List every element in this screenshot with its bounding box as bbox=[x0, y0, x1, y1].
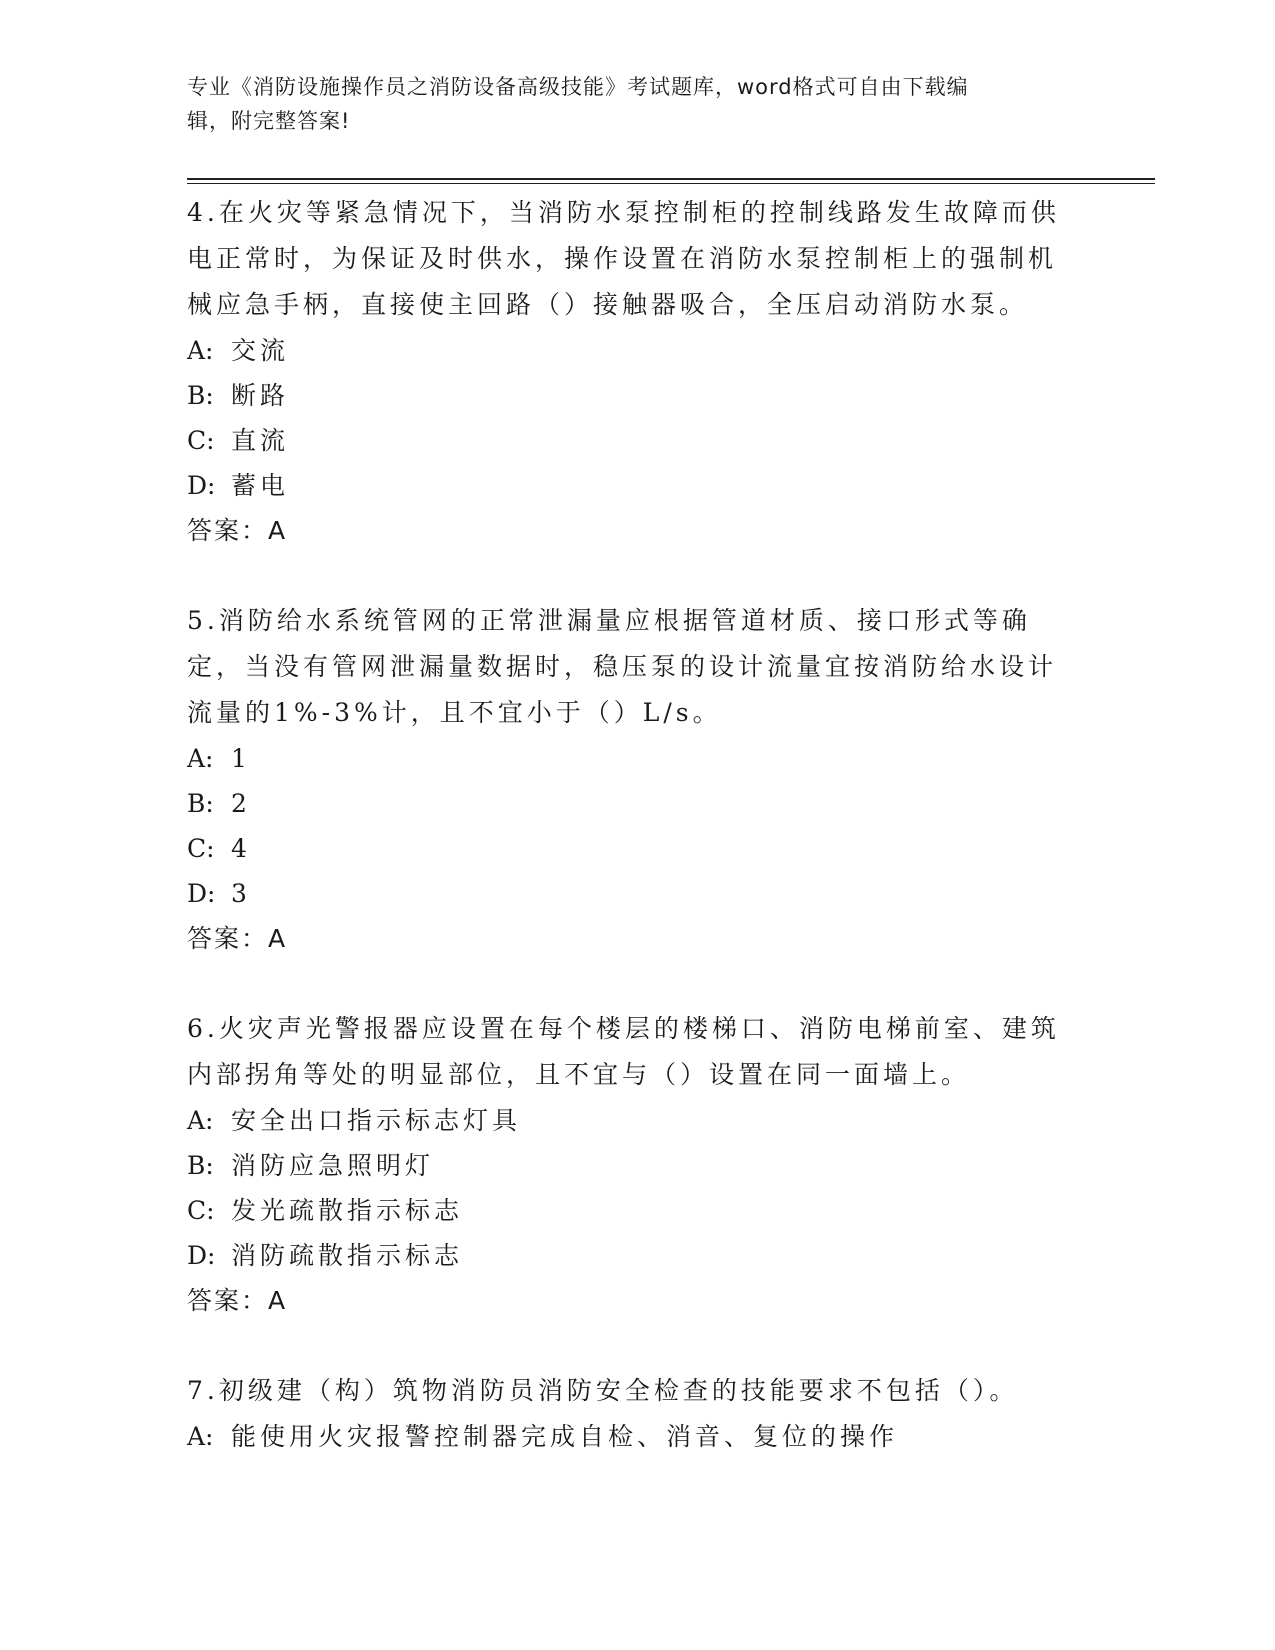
header-line-2: 辑，附完整答案! bbox=[187, 109, 351, 133]
question-7 bbox=[187, 1368, 1067, 1459]
answer-text: 答案：A bbox=[187, 1286, 288, 1315]
option-label: D: bbox=[187, 1241, 216, 1270]
option-a bbox=[187, 328, 1067, 373]
header-line-1: 专业《消防设施操作员之消防设备高级技能》考试题库，word格式可自由下载编 bbox=[187, 75, 969, 99]
document-header bbox=[187, 70, 1067, 138]
option-b bbox=[187, 781, 1067, 826]
answer-text: 答案：A bbox=[187, 516, 288, 545]
option-label: A: bbox=[187, 1422, 214, 1451]
answer-text: 答案：A bbox=[187, 924, 288, 953]
option-text: 1 bbox=[231, 744, 251, 773]
question-4 bbox=[187, 190, 1067, 554]
option-a bbox=[187, 1098, 1067, 1143]
option-label: C: bbox=[187, 834, 215, 863]
option-label: A: bbox=[187, 336, 214, 365]
option-text: 消防应急照明灯 bbox=[231, 1151, 435, 1180]
question-list bbox=[187, 190, 1067, 1503]
option-label: A: bbox=[187, 1106, 214, 1135]
option-text: 发光疏散指示标志 bbox=[231, 1196, 464, 1225]
option-label: B: bbox=[187, 1151, 214, 1180]
question-6 bbox=[187, 1006, 1067, 1324]
option-text: 断路 bbox=[231, 381, 290, 410]
question-text: 6.火灾声光警报器应设置在每个楼层的楼梯口、消防电梯前室、建筑内部拐角等处的明显部位，且不宜与（）设置在同一面墙上。 bbox=[187, 1014, 1060, 1089]
option-text: 3 bbox=[231, 879, 251, 908]
option-c bbox=[187, 1188, 1067, 1233]
option-text: 安全出口指示标志灯具 bbox=[231, 1106, 522, 1135]
option-label: D: bbox=[187, 879, 216, 908]
option-d bbox=[187, 1233, 1067, 1278]
option-text: 蓄电 bbox=[231, 471, 290, 500]
option-text: 交流 bbox=[231, 336, 290, 365]
header-divider bbox=[187, 178, 1155, 180]
question-text: 7.初级建（构）筑物消防员消防安全检查的技能要求不包括（）。 bbox=[187, 1376, 1019, 1405]
option-text: 直流 bbox=[231, 426, 290, 455]
option-text: 2 bbox=[231, 789, 251, 818]
option-a bbox=[187, 736, 1067, 781]
option-text: 能使用火灾报警控制器完成自检、消音、复位的操作 bbox=[231, 1422, 899, 1451]
option-label: B: bbox=[187, 789, 214, 818]
option-b bbox=[187, 373, 1067, 418]
question-text: 4.在火灾等紧急情况下，当消防水泵控制柜的控制线路发生故障而供电正常时，为保证及时供水，操作设置在消防水泵控制柜上的强制机械应急手柄，直接使主回路（）接触器吸合，全压启动消防水泵。 bbox=[187, 198, 1060, 319]
option-d bbox=[187, 871, 1067, 916]
question-5 bbox=[187, 598, 1067, 962]
option-label: B: bbox=[187, 381, 214, 410]
option-c bbox=[187, 826, 1067, 871]
option-text: 4 bbox=[231, 834, 251, 863]
option-b bbox=[187, 1143, 1067, 1188]
option-c bbox=[187, 418, 1067, 463]
question-text: 5.消防给水系统管网的正常泄漏量应根据管道材质、接口形式等确定，当没有管网泄漏量数据时，稳压泵的设计流量宜按消防给水设计流量的1%-3%计，且不宜小于（）L/s。 bbox=[187, 606, 1058, 727]
option-d bbox=[187, 463, 1067, 508]
option-label: C: bbox=[187, 426, 215, 455]
option-label: D: bbox=[187, 471, 216, 500]
option-label: C: bbox=[187, 1196, 215, 1225]
option-a bbox=[187, 1414, 1067, 1459]
header-divider-thin bbox=[187, 183, 1155, 184]
option-text: 消防疏散指示标志 bbox=[231, 1241, 464, 1270]
option-label: A: bbox=[187, 744, 214, 773]
